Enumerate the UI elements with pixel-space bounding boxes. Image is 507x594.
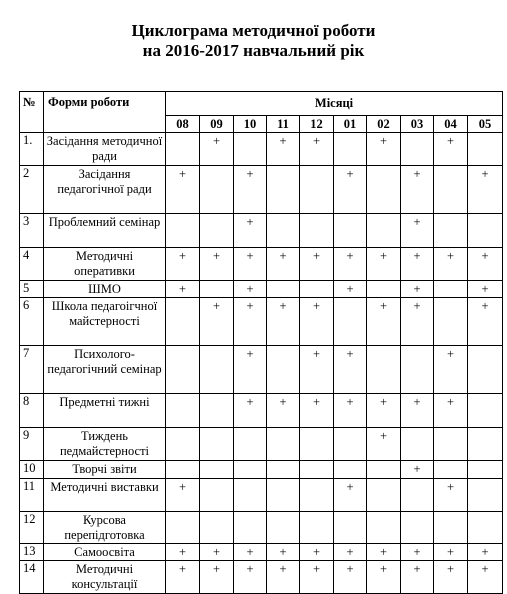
schedule-cell: + bbox=[234, 544, 267, 561]
schedule-cell: + bbox=[166, 281, 200, 298]
month-header-cell: 05 bbox=[468, 116, 503, 133]
schedule-cell bbox=[200, 479, 234, 512]
schedule-cell: + bbox=[468, 561, 503, 594]
schedule-cell bbox=[300, 479, 334, 512]
schedule-cell bbox=[200, 281, 234, 298]
schedule-cell bbox=[267, 512, 300, 544]
schedule-cell: + bbox=[334, 248, 367, 281]
month-header-cell: 01 bbox=[334, 116, 367, 133]
schedule-cell: + bbox=[200, 133, 234, 166]
row-number: 10 bbox=[20, 461, 44, 479]
schedule-cell: + bbox=[367, 428, 401, 461]
schedule-cell: + bbox=[300, 394, 334, 428]
schedule-cell: + bbox=[367, 561, 401, 594]
schedule-cell bbox=[200, 166, 234, 214]
schedule-cell bbox=[267, 479, 300, 512]
row-form-label: Методичні оперативки bbox=[44, 248, 166, 281]
header-row bbox=[20, 92, 503, 116]
schedule-cell: + bbox=[367, 298, 401, 346]
schedule-cell bbox=[166, 214, 200, 248]
table-row bbox=[20, 346, 503, 394]
schedule-cell: + bbox=[434, 479, 468, 512]
schedule-cell: + bbox=[334, 346, 367, 394]
row-form-label: Тиждень педмайстерності bbox=[44, 428, 166, 461]
schedule-cell bbox=[468, 461, 503, 479]
schedule-cell bbox=[468, 214, 503, 248]
schedule-cell bbox=[267, 461, 300, 479]
row-number: 7 bbox=[20, 346, 44, 394]
table-row bbox=[20, 133, 503, 166]
schedule-cell bbox=[468, 512, 503, 544]
schedule-cell bbox=[200, 394, 234, 428]
schedule-cell bbox=[166, 512, 200, 544]
schedule-cell bbox=[166, 461, 200, 479]
schedule-cell bbox=[367, 479, 401, 512]
table-row bbox=[20, 544, 503, 561]
schedule-cell bbox=[200, 428, 234, 461]
row-form-label: Самоосвіта bbox=[44, 544, 166, 561]
schedule-cell bbox=[200, 346, 234, 394]
schedule-cell: + bbox=[300, 561, 334, 594]
schedule-cell bbox=[334, 298, 367, 346]
schedule-cell: + bbox=[401, 561, 434, 594]
row-number: 11 bbox=[20, 479, 44, 512]
schedule-cell bbox=[401, 133, 434, 166]
schedule-cell bbox=[468, 479, 503, 512]
schedule-cell bbox=[367, 346, 401, 394]
schedule-cell: + bbox=[300, 346, 334, 394]
schedule-cell: + bbox=[334, 561, 367, 594]
schedule-cell: + bbox=[401, 544, 434, 561]
schedule-cell: + bbox=[200, 298, 234, 346]
schedule-cell: + bbox=[401, 394, 434, 428]
schedule-cell: + bbox=[367, 133, 401, 166]
schedule-cell: + bbox=[234, 166, 267, 214]
schedule-cell: + bbox=[434, 394, 468, 428]
month-header-cell: 02 bbox=[367, 116, 401, 133]
schedule-cell: + bbox=[234, 394, 267, 428]
row-number: 6 bbox=[20, 298, 44, 346]
schedule-cell bbox=[166, 298, 200, 346]
schedule-cell bbox=[300, 214, 334, 248]
schedule-cell bbox=[166, 133, 200, 166]
schedule-cell bbox=[367, 214, 401, 248]
schedule-cell: + bbox=[434, 346, 468, 394]
schedule-cell bbox=[434, 512, 468, 544]
schedule-cell bbox=[334, 133, 367, 166]
schedule-cell: + bbox=[300, 298, 334, 346]
schedule-cell bbox=[367, 461, 401, 479]
row-number: 13 bbox=[20, 544, 44, 561]
schedule-cell bbox=[401, 346, 434, 394]
row-number: 2 bbox=[20, 166, 44, 214]
header-months: Місяці bbox=[166, 92, 503, 116]
table-row bbox=[20, 394, 503, 428]
schedule-cell bbox=[300, 281, 334, 298]
schedule-cell: + bbox=[267, 133, 300, 166]
schedule-cell bbox=[300, 428, 334, 461]
schedule-cell: + bbox=[234, 281, 267, 298]
schedule-cell bbox=[166, 428, 200, 461]
schedule-cell: + bbox=[300, 248, 334, 281]
schedule-cell bbox=[367, 281, 401, 298]
schedule-cell bbox=[300, 166, 334, 214]
schedule-cell bbox=[401, 479, 434, 512]
month-header-cell: 08 bbox=[166, 116, 200, 133]
row-number: 14 bbox=[20, 561, 44, 594]
schedule-cell bbox=[300, 461, 334, 479]
schedule-cell: + bbox=[468, 544, 503, 561]
table-row bbox=[20, 479, 503, 512]
schedule-cell: + bbox=[166, 248, 200, 281]
schedule-cell bbox=[434, 214, 468, 248]
row-number: 3 bbox=[20, 214, 44, 248]
table-row bbox=[20, 428, 503, 461]
schedule-cell bbox=[267, 346, 300, 394]
schedule-cell bbox=[267, 214, 300, 248]
table-row bbox=[20, 561, 503, 594]
schedule-cell: + bbox=[234, 346, 267, 394]
schedule-cell: + bbox=[468, 281, 503, 298]
row-number: 9 bbox=[20, 428, 44, 461]
schedule-cell bbox=[468, 133, 503, 166]
schedule-cell bbox=[200, 461, 234, 479]
schedule-cell: + bbox=[166, 561, 200, 594]
schedule-cell bbox=[334, 512, 367, 544]
schedule-cell: + bbox=[200, 248, 234, 281]
schedule-cell: + bbox=[166, 479, 200, 512]
table-row bbox=[20, 298, 503, 346]
row-form-label: Засідання методичної ради bbox=[44, 133, 166, 166]
row-number: 8 bbox=[20, 394, 44, 428]
schedule-cell: + bbox=[401, 281, 434, 298]
schedule-cell bbox=[267, 166, 300, 214]
row-form-label: Методичні виставки bbox=[44, 479, 166, 512]
schedule-cell bbox=[334, 214, 367, 248]
schedule-cell bbox=[434, 298, 468, 346]
schedule-cell bbox=[367, 166, 401, 214]
schedule-cell: + bbox=[334, 394, 367, 428]
table-row bbox=[20, 166, 503, 214]
schedule-cell: + bbox=[401, 214, 434, 248]
row-number: 12 bbox=[20, 512, 44, 544]
row-number: 5 bbox=[20, 281, 44, 298]
document-title bbox=[0, 21, 507, 61]
schedule-cell: + bbox=[234, 214, 267, 248]
schedule-cell: + bbox=[267, 394, 300, 428]
schedule-cell bbox=[434, 166, 468, 214]
schedule-cell bbox=[334, 428, 367, 461]
schedule-cell bbox=[267, 428, 300, 461]
schedule-cell bbox=[401, 428, 434, 461]
schedule-cell: + bbox=[334, 166, 367, 214]
row-form-label: Школа педагоігчної майстерності bbox=[44, 298, 166, 346]
schedule-cell: + bbox=[234, 298, 267, 346]
table-row bbox=[20, 214, 503, 248]
title-line-1: Циклограма методичної роботи bbox=[131, 21, 376, 40]
schedule-cell: + bbox=[434, 561, 468, 594]
header-number: № bbox=[20, 92, 44, 133]
schedule-cell: + bbox=[234, 561, 267, 594]
schedule-cell bbox=[234, 479, 267, 512]
schedule-cell: + bbox=[434, 248, 468, 281]
schedule-cell bbox=[434, 281, 468, 298]
row-form-label: Проблемний семінар bbox=[44, 214, 166, 248]
row-number: 1. bbox=[20, 133, 44, 166]
schedule-cell: + bbox=[468, 166, 503, 214]
month-header-cell: 03 bbox=[401, 116, 434, 133]
schedule-cell: + bbox=[300, 544, 334, 561]
table-row bbox=[20, 281, 503, 298]
schedule-cell: + bbox=[468, 248, 503, 281]
month-header-cell: 09 bbox=[200, 116, 234, 133]
schedule-cell: + bbox=[166, 166, 200, 214]
schedule-cell: + bbox=[367, 394, 401, 428]
schedule-cell: + bbox=[200, 544, 234, 561]
row-number: 4 bbox=[20, 248, 44, 281]
row-form-label: Психолого-педагогічний семінар bbox=[44, 346, 166, 394]
header-forms: Форми роботи bbox=[44, 92, 166, 133]
schedule-cell: + bbox=[334, 479, 367, 512]
month-header-cell: 04 bbox=[434, 116, 468, 133]
schedule-cell: + bbox=[434, 133, 468, 166]
title-line-2: на 2016-2017 навчальний рік bbox=[142, 41, 365, 60]
row-form-label: Предметні тижні bbox=[44, 394, 166, 428]
schedule-cell bbox=[234, 133, 267, 166]
schedule-cell bbox=[200, 214, 234, 248]
schedule-cell: + bbox=[434, 544, 468, 561]
month-header-cell: 12 bbox=[300, 116, 334, 133]
schedule-cell: + bbox=[267, 561, 300, 594]
schedule-cell bbox=[200, 512, 234, 544]
schedule-cell bbox=[434, 461, 468, 479]
schedule-cell bbox=[468, 428, 503, 461]
schedule-cell: + bbox=[468, 298, 503, 346]
schedule-cell bbox=[401, 512, 434, 544]
month-header-cell: 10 bbox=[234, 116, 267, 133]
schedule-cell bbox=[468, 346, 503, 394]
row-form-label: Творчі звіти bbox=[44, 461, 166, 479]
schedule-cell bbox=[468, 394, 503, 428]
schedule-cell bbox=[234, 461, 267, 479]
schedule-cell: + bbox=[401, 248, 434, 281]
schedule-cell: + bbox=[367, 544, 401, 561]
schedule-cell: + bbox=[401, 461, 434, 479]
schedule-cell bbox=[434, 428, 468, 461]
schedule-cell bbox=[267, 281, 300, 298]
table-body bbox=[20, 133, 503, 594]
row-form-label: Методичні консультації bbox=[44, 561, 166, 594]
table-row bbox=[20, 512, 503, 544]
schedule-cell bbox=[234, 512, 267, 544]
schedule-cell: + bbox=[401, 166, 434, 214]
row-form-label: ШМО bbox=[44, 281, 166, 298]
table-row bbox=[20, 248, 503, 281]
schedule-cell: + bbox=[300, 133, 334, 166]
schedule-cell bbox=[367, 512, 401, 544]
schedule-cell: + bbox=[267, 544, 300, 561]
row-form-label: Курсова перепідготовка bbox=[44, 512, 166, 544]
schedule-cell: + bbox=[334, 281, 367, 298]
schedule-cell: + bbox=[334, 544, 367, 561]
schedule-cell bbox=[300, 512, 334, 544]
schedule-cell: + bbox=[267, 248, 300, 281]
schedule-cell bbox=[166, 394, 200, 428]
row-form-label: Засідання педагогічної ради bbox=[44, 166, 166, 214]
schedule-cell: + bbox=[267, 298, 300, 346]
schedule-cell: + bbox=[166, 544, 200, 561]
schedule-cell: + bbox=[401, 298, 434, 346]
cyclogram-table bbox=[19, 91, 503, 594]
schedule-cell bbox=[334, 461, 367, 479]
schedule-cell: + bbox=[367, 248, 401, 281]
month-header-cell: 11 bbox=[267, 116, 300, 133]
schedule-cell bbox=[166, 346, 200, 394]
schedule-cell: + bbox=[200, 561, 234, 594]
table-row bbox=[20, 461, 503, 479]
schedule-cell bbox=[234, 428, 267, 461]
schedule-cell: + bbox=[234, 248, 267, 281]
